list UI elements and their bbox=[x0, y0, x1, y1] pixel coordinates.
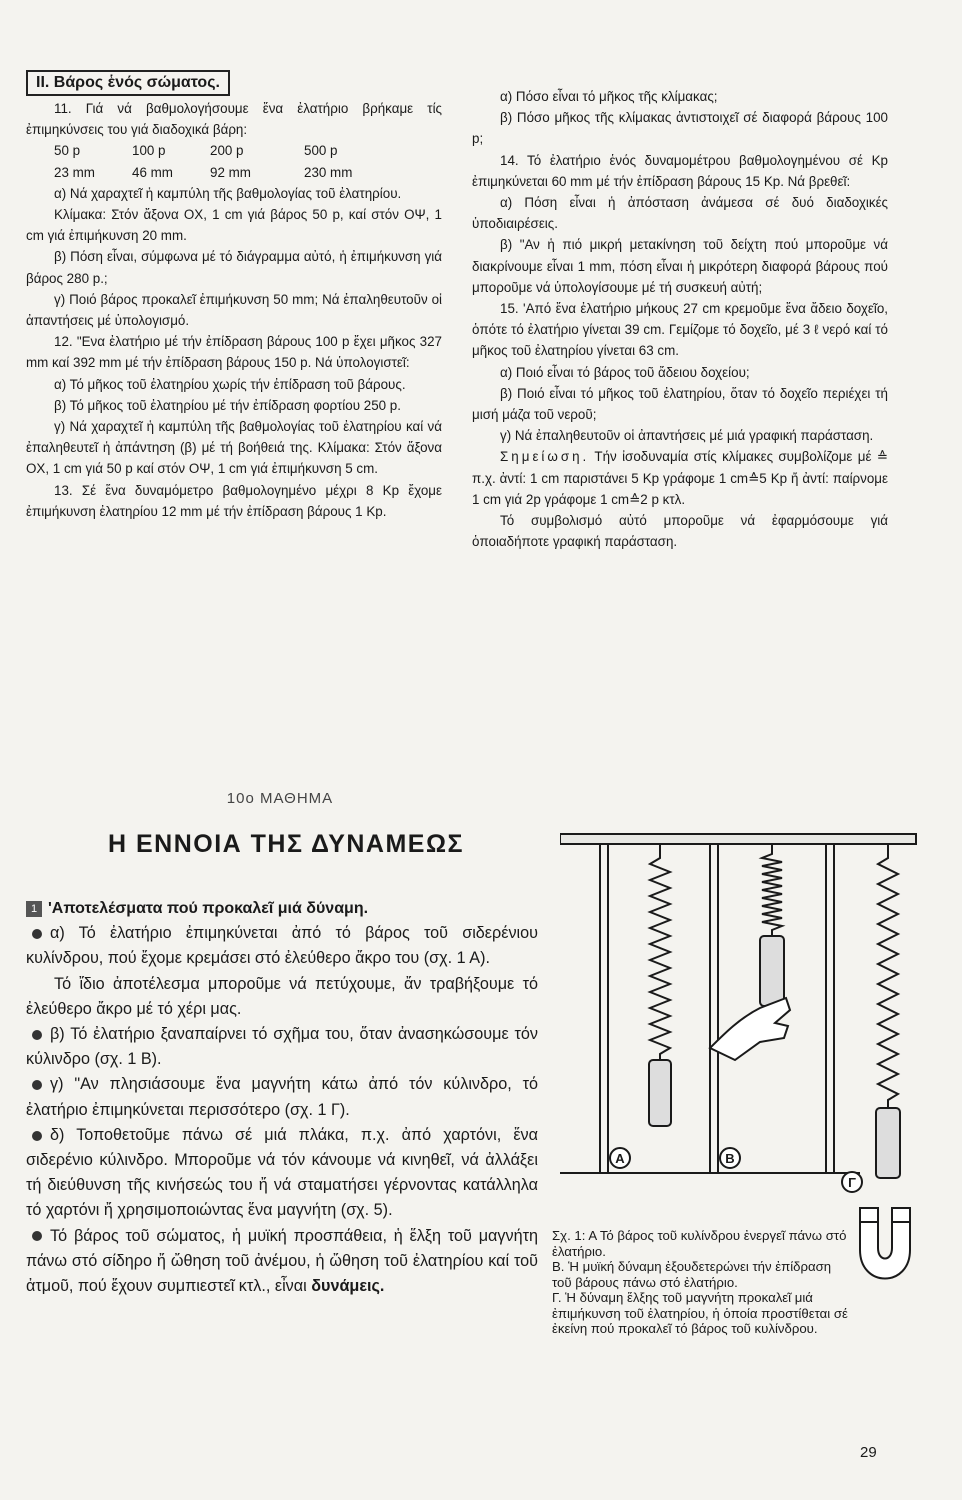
weight-cell: 200 p bbox=[210, 143, 244, 159]
exercise-14-b: β) "Αν ἡ πιό μικρή μετακίνηση τοῦ δείχτη πού μποροῦμε νά διακρίνουμε εἶναι 1 mm, πόση εἶναι ἡ μικρότερη διαφορά βάρους πού μποροῦμε νά ὑπολογίσουμε μέ τή συσκευή αὐτή; bbox=[472, 237, 888, 295]
spring-figure bbox=[560, 828, 920, 1200]
label-c: Γ bbox=[848, 1175, 856, 1190]
note-text: Τήν ἰσοδυναμία στίς κλίμακες συμβολίζομε μέ ≙ π.χ. ἀντί: 1 cm παριστάνει 5 Kp γράφομε 1 cm≙5 Kp ἤ ἀντί: παίρνομε 1 cm γιά 2p γράφομε 1 cm≙2 p κτλ. bbox=[472, 449, 889, 507]
paragraph-b-text: β) Τό ἐλατήριο ξαναπαίρνει τό σχῆμα του, ὅταν ἀνασηκώσουμε τόν κύλινδρο (σχ. 1 Β). bbox=[26, 1025, 538, 1069]
page-number: 29 bbox=[860, 1444, 877, 1461]
subsection-number: 1 bbox=[26, 901, 42, 917]
exercise-13-b: β) Πόσο μῆκος τῆς κλίμακας ἀντιστοιχεῖ σέ διαφορά βάρους 100 p; bbox=[472, 110, 888, 147]
exercise-12-c: γ) Νά χαραχτεῖ ἡ καμπύλη τῆς βαθμολογίας τοῦ ἐλατηρίου καί νά ἐπαληθευτεῖ ἡ ἀπάντηση (β) μέ τή βοήθειά της. Κλίμακα: Στόν ἄξονα ΟΧ, 1 cm γιά 50 p καί στόν ΟΨ, 1 cm γιά ἐπιμήκυνση 5 cm. bbox=[26, 419, 442, 477]
paragraph-b bbox=[26, 1022, 538, 1072]
cylinder-a bbox=[649, 1060, 671, 1126]
exercise-12: 12. "Ενα ἐλατήριο μέ τήν ἐπίδραση βάρους 100 p ἔχει μῆκος 327 mm καί 392 mm μέ τήν ἐπίδραση βάρους 150 p. Νά ὑπολογιστεῖ: bbox=[26, 334, 442, 371]
bullet-icon bbox=[32, 1030, 42, 1040]
paragraph-a2: Τό ἴδιο ἀποτέλεσμα μποροῦμε νά πετύχουμε, ἄν τραβήξουμε τό ἐλεύθερο ἄκρο μέ τό χέρι μας. bbox=[26, 974, 538, 1018]
note-end: Τό συμβολισμό αὐτό μποροῦμε νά ἐφαρμόσουμε γιά ὁποιαδήποτε γραφική παράσταση. bbox=[472, 513, 888, 550]
exercise-11: 11. Γιά νά βαθμολογήσουμε ἕνα ἐλατήριο βρήκαμε τίς ἐπιμηκύνσεις του γιά διαδοχικά βάρη: bbox=[26, 101, 442, 138]
exercise-11-a: α) Νά χαραχτεῖ ἡ καμπύλη τῆς βαθμολογίας τοῦ ἐλατηρίου. bbox=[54, 185, 402, 201]
figure-caption bbox=[552, 1228, 852, 1337]
exercise-13: 13. Σέ ἕνα δυναμόμετρο βαθμολογημένο μέχρι 8 Kp ἔχομε ἐπιμήκυνση ἐλατηρίου 12 mm μέ τήν ἐπίδραση βάρους 1 Kp. bbox=[26, 482, 442, 519]
paragraph-a-text: α) Τό ἐλατήριο ἐπιμηκύνεται ἀπό τό βάρος τοῦ σιδερένιου κυλίνδρου, πού ἔχομε κρεμάσει στό ἐλεύθερο ἄκρο του (σχ. 1 Α). bbox=[26, 924, 538, 968]
bullet-icon bbox=[32, 929, 42, 939]
hand-icon bbox=[710, 998, 790, 1060]
paragraph-c-text: γ) "Αν πλησιάσουμε ἕνα μαγνήτη κάτω ἀπό τόν κύλινδρο, τό ἐλατήριο ἐπιμηκύνεται περισσότερο (σχ. 1 Γ). bbox=[26, 1075, 538, 1119]
support-beam bbox=[560, 834, 916, 844]
subsection-title: 'Αποτελέσματα πού προκαλεῖ μιά δύναμη. bbox=[48, 900, 369, 917]
caption-b: Β. Ἡ μυϊκή δύναμη ἐξουδετερώνει τήν ἐπίδραση τοῦ βάρους πάνω στό ἐλατήριο. bbox=[552, 1259, 832, 1290]
exercise-13-a: α) Πόσο εἶναι τό μῆκος τῆς κλίμακας; bbox=[500, 89, 718, 104]
exercise-15-c: γ) Νά ἐπαληθευτοῦν οἱ ἀπαντήσεις μέ μιά γραφική παράσταση. bbox=[500, 428, 874, 444]
lesson-number: 10ο ΜΑΘΗΜΑ bbox=[226, 790, 334, 807]
exercises-left-column bbox=[26, 70, 442, 522]
paragraph-e-text: Τό βάρος τοῦ σώματος, ἡ μυϊκή προσπάθεια, ἡ ἕλξη τοῦ μαγνήτη πάνω στό σίδηρο ἤ ὤθηση τοῦ ἀνέμου, ἡ ὤθηση τοῦ ἐλατηρίου καί τοῦ ἀτμοῦ, πού ἔχουν συμπιεστεῖ κτλ., εἶναι bbox=[26, 1226, 538, 1296]
caption-a: Σχ. 1: Α Τό βάρος τοῦ κυλίνδρου ἐνεργεῖ πάνω στό ἐλατήριο. bbox=[552, 1228, 847, 1259]
magnet-icon bbox=[848, 1200, 922, 1290]
paragraph-e bbox=[26, 1224, 538, 1300]
exercise-12-a: α) Τό μῆκος τοῦ ἐλατηρίου χωρίς τήν ἐπίδραση τοῦ βάρους. bbox=[54, 376, 406, 392]
note bbox=[472, 446, 888, 510]
extension-cell: 230 mm bbox=[304, 164, 353, 180]
bullet-icon bbox=[32, 1231, 42, 1241]
extension-cell: 46 mm bbox=[132, 164, 173, 180]
label-a: A bbox=[615, 1151, 625, 1166]
exercise-11-c: γ) Ποιό βάρος προκαλεῖ ἐπιμήκυνση 50 mm; Νά ἐπαληθευτοῦν οἱ ἀπαντήσεις μέ ὑπολογισμό. bbox=[26, 291, 442, 329]
weight-cell: 100 p bbox=[132, 143, 166, 159]
weights-table bbox=[26, 140, 442, 182]
exercise-15: 15. 'Από ἕνα ἐλατήριο μήκους 27 cm κρεμοῦμε ἕνα ἄδειο δοχεῖο, ὁπότε τό ἐλατήριο γίνεται 39 cm. Γεμίζομε τό δοχεῖο, μέ 3 ℓ νερό καί τό μῆκος τοῦ ἐλατηρίου γίνεται 63 cm. bbox=[472, 301, 888, 359]
paragraph-d bbox=[26, 1123, 538, 1224]
label-b: B bbox=[725, 1151, 735, 1166]
bullet-icon bbox=[32, 1131, 42, 1141]
spring-a bbox=[650, 844, 670, 1060]
weight-cell: 50 p bbox=[54, 143, 81, 159]
exercises-right-column bbox=[472, 86, 888, 552]
forces-term: δυνάμεις. bbox=[311, 1277, 385, 1296]
exercise-15-a: α) Ποιό εἶναι τό βάρος τοῦ ἄδειου δοχείου; bbox=[500, 364, 750, 380]
subsection-heading bbox=[26, 896, 538, 921]
extension-cell: 23 mm bbox=[54, 164, 95, 180]
spring-b bbox=[762, 844, 782, 936]
exercise-15-b: β) Ποιό εἶναι τό μῆκος τοῦ ἐλατηρίου, ὅταν τό δοχεῖο περιέχει τή μισή μάζα τοῦ νεροῦ; bbox=[472, 385, 888, 423]
spring-c bbox=[878, 844, 898, 1108]
caption-c: Γ. Ἡ δύναμη ἕλξης τοῦ μαγνήτη προκαλεῖ μιά ἐπιμήκυνση τοῦ ἐλατηρίου, ἡ ὁποία προστίθεται σέ ἐκείνη πού προκαλεῖ τό βάρος τοῦ κυλίνδρου. bbox=[552, 1290, 848, 1336]
exercise-11-b: β) Πόση εἶναι, σύμφωνα μέ τό διάγραμμα αὐτό, ἡ ἐπιμήκυνση γιά βάρος 280 p.; bbox=[26, 249, 442, 286]
bullet-icon bbox=[32, 1080, 42, 1090]
cylinder-b bbox=[760, 936, 784, 1006]
lesson-title: Η ΕΝΝΟΙΑ ΤΗΣ ΔΥΝΑΜΕΩΣ bbox=[107, 830, 465, 858]
lesson-body bbox=[26, 896, 538, 1299]
extension-cell: 92 mm bbox=[210, 164, 251, 180]
exercise-14: 14. Τό ἐλατήριο ἑνός δυναμομέτρου βαθμολογημένου σέ Kp ἐπιμηκύνεται 60 mm μέ τήν ἐπίδραση βάρους 15 Kp. Νά βρεθεῖ: bbox=[472, 152, 888, 189]
note-label: Σημείωση. bbox=[500, 449, 590, 465]
exercise-14-a: α) Πόση εἶναι ἡ ἀπόσταση ἀνάμεσα σέ δυό διαδοχικές ὑποδιαιρέσεις. bbox=[472, 195, 888, 232]
exercise-12-b: β) Τό μῆκος τοῦ ἐλατηρίου μέ τήν ἐπίδραση φορτίου 250 p. bbox=[54, 397, 401, 413]
weight-cell: 500 p bbox=[304, 143, 338, 159]
paragraph-c bbox=[26, 1072, 538, 1122]
exercise-11-scale: Κλίμακα: Στόν ἄξονα ΟΧ, 1 cm γιά βάρος 50 p, καί στόν ΟΨ, 1 cm γιά ἐπιμήκυνση 20 mm. bbox=[26, 207, 442, 244]
section-heading: ΙΙ. Βάρος ἑνός σώματος. bbox=[26, 70, 230, 96]
cylinder-c bbox=[876, 1108, 900, 1178]
paragraph-d-text: δ) Τοποθετοῦμε πάνω σέ μιά πλάκα, π.χ. ἀπό χαρτόνι, ἕνα σιδερένιο κύλινδρο. Μποροῦμε νά τόν κάνουμε νά κινηθεῖ, νά ἀλλάξει τή διεύθυνση τῆς κινήσεώς του ἤ νά σταματήσει γέρνοντας κατάλληλα τό χαρτόνι ἤ χρησιμοποιώντας ἕνα μαγνήτη (σχ. 5). bbox=[26, 1125, 538, 1220]
paragraph-a bbox=[26, 921, 538, 971]
